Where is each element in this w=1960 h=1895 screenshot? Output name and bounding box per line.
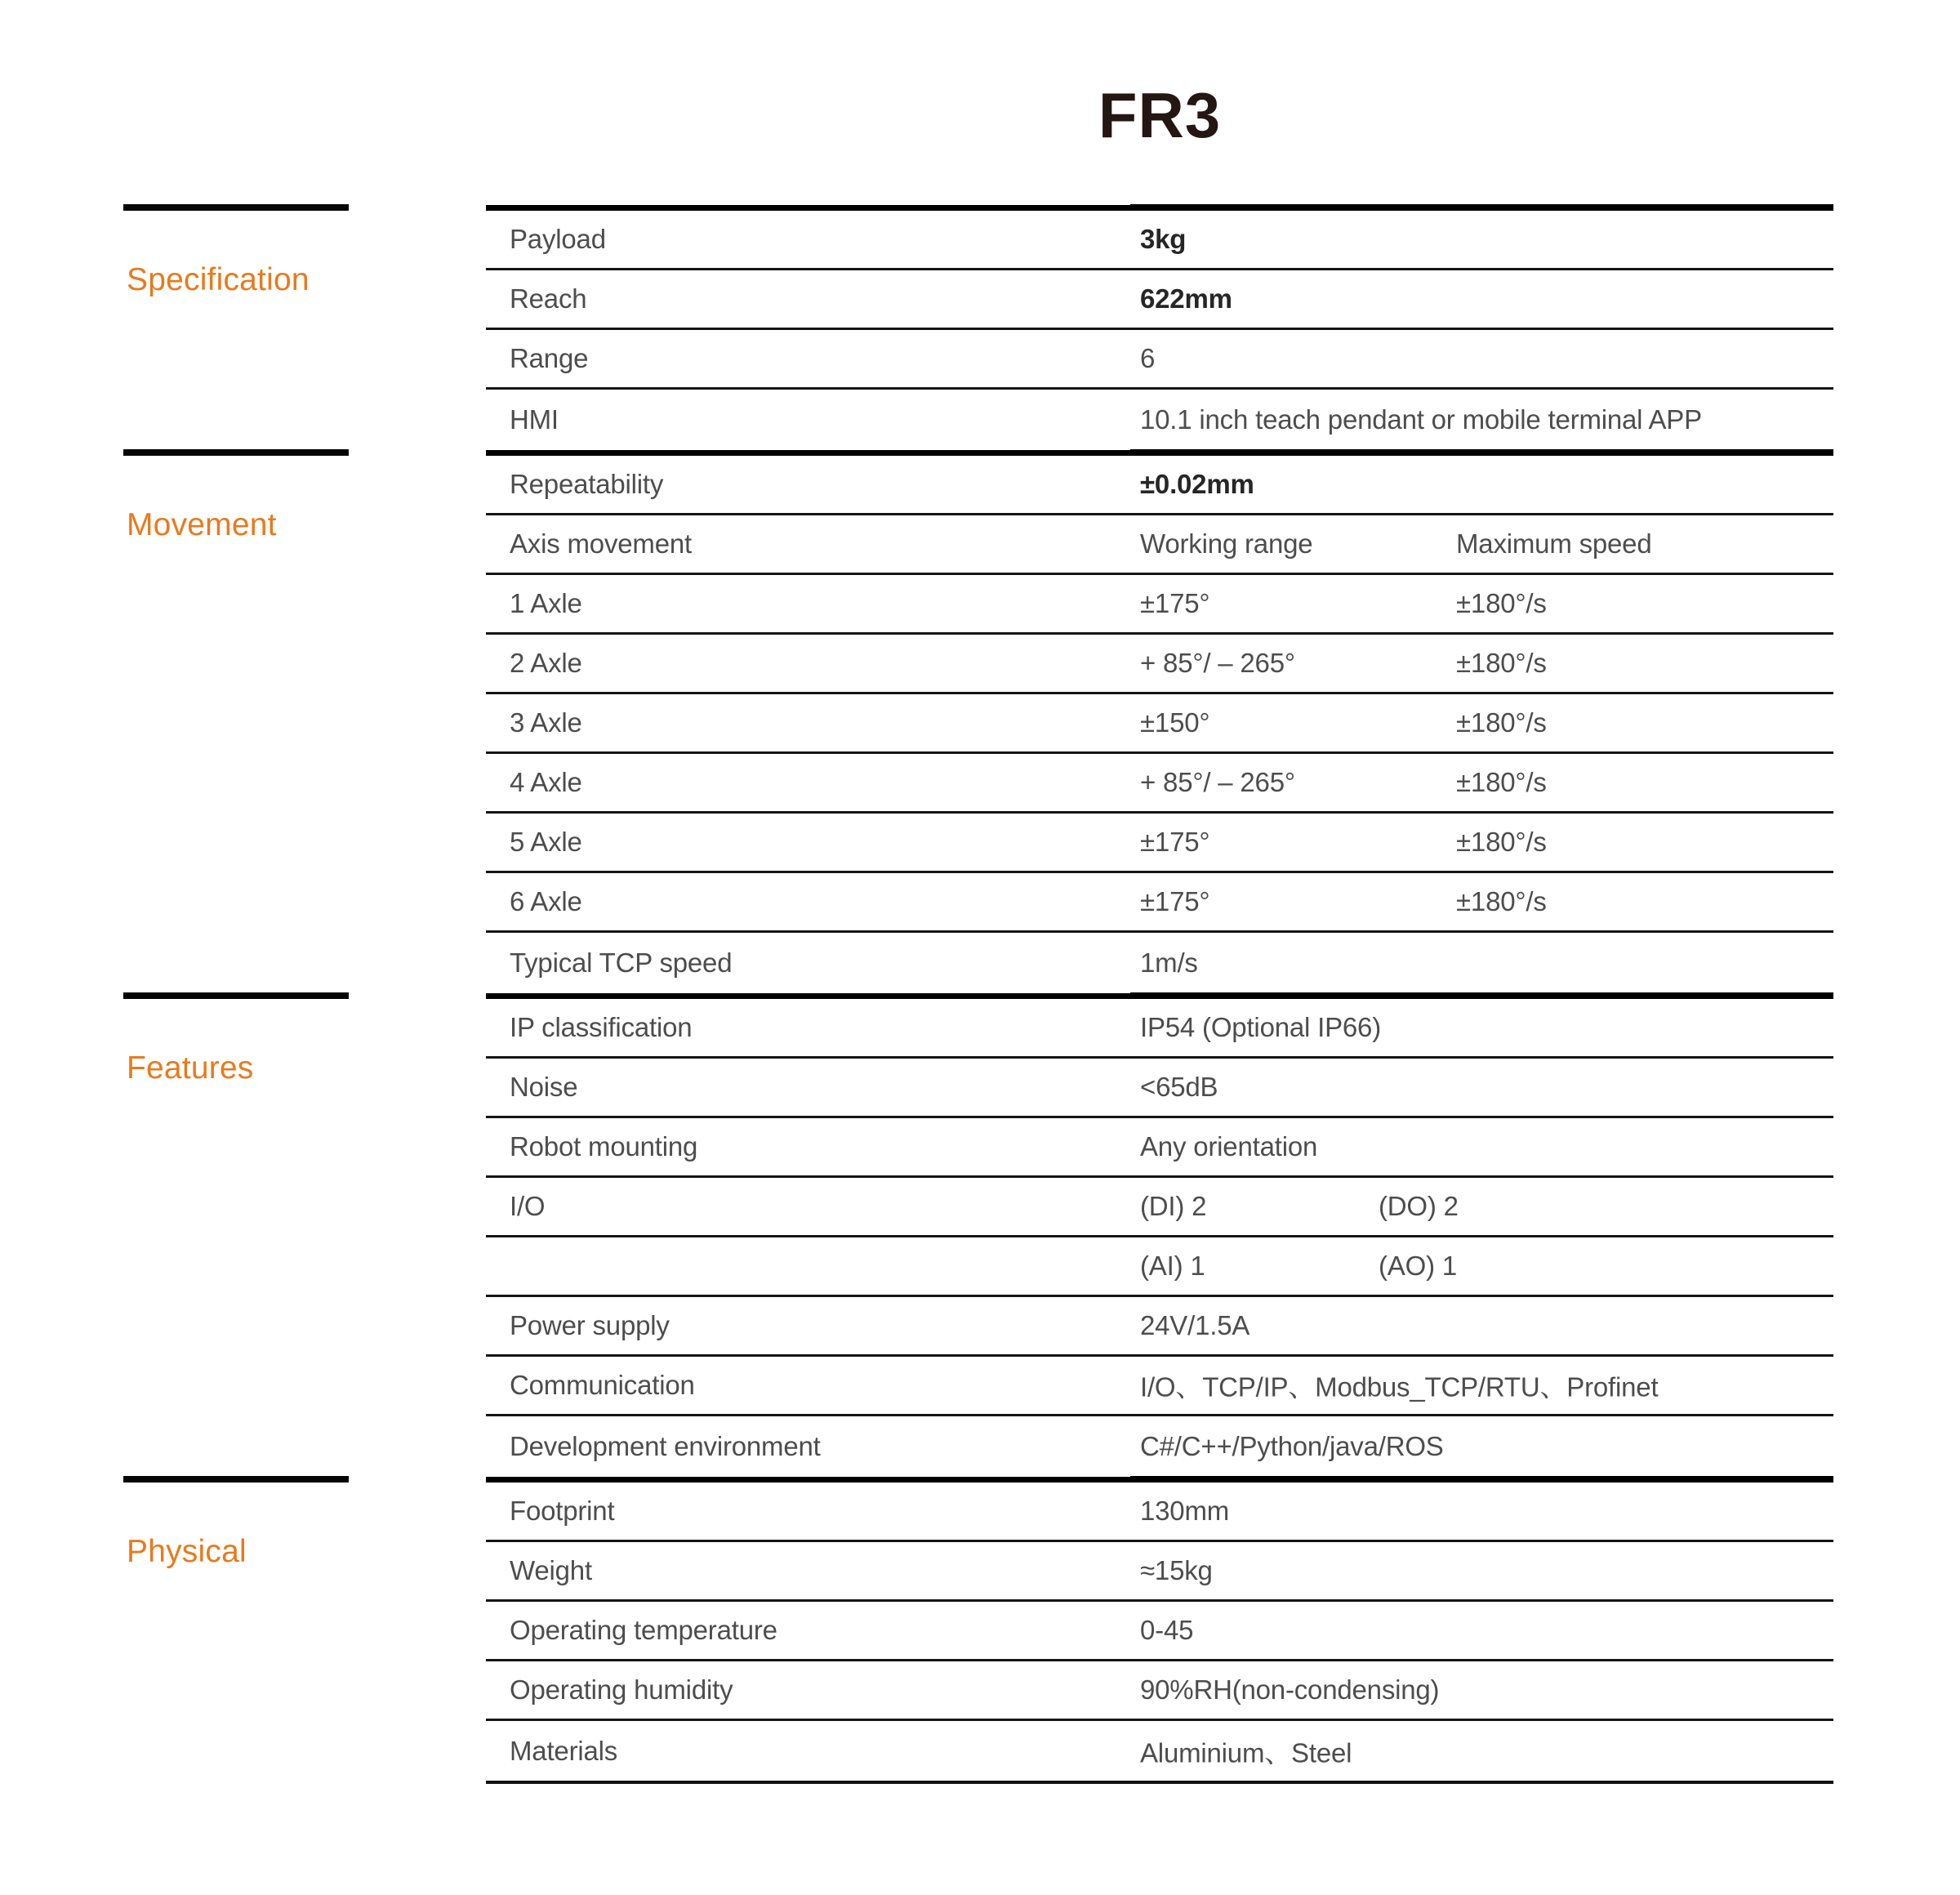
spec-row-label: 3 Axle: [510, 707, 582, 738]
spec-row: [486, 1416, 1833, 1476]
spec-row-value: (DI) 2: [1140, 1191, 1207, 1221]
spec-row-label: 4 Axle: [510, 767, 582, 797]
spec-row-value-2: ±180°/s: [1456, 707, 1547, 738]
spec-row-label: Footprint: [510, 1496, 615, 1526]
table-section-features: [486, 999, 1833, 1476]
spec-row: [486, 211, 1833, 270]
spec-row: [486, 515, 1833, 575]
spec-row-value: ±175°: [1140, 886, 1210, 916]
divider-segment-left: [486, 205, 1130, 211]
spec-row-value: 130mm: [1140, 1496, 1230, 1526]
spec-row-value-2: (DO) 2: [1379, 1191, 1459, 1221]
spec-row-label: Payload: [510, 224, 606, 254]
divider-segment-right: [1130, 449, 1833, 456]
table-section-movement: [486, 456, 1833, 992]
spec-row: [486, 1602, 1833, 1661]
sidebar-section-movement: [123, 449, 349, 544]
spec-row-value: 3kg: [1140, 224, 1187, 254]
spec-row-value: 6: [1140, 343, 1156, 373]
spec-row-label: I/O: [510, 1191, 546, 1221]
spec-row: [486, 1237, 1833, 1297]
spec-row: [486, 1059, 1833, 1118]
spec-row-value-2: ±180°/s: [1456, 648, 1547, 678]
spec-row-label: Communication: [510, 1370, 695, 1400]
spec-row: [486, 1661, 1833, 1721]
spec-row-value: 0-45: [1140, 1615, 1194, 1645]
divider-segment-right: [1130, 204, 1833, 211]
spec-row-value: C#/C++/Python/java/ROS: [1140, 1430, 1444, 1461]
sidebar-section-label: Features: [127, 1050, 254, 1086]
spec-row-label: Operating temperature: [510, 1615, 777, 1645]
spec-row-value-2: (AO) 1: [1379, 1251, 1457, 1281]
spec-row-value: + 85°/ – 265°: [1140, 767, 1295, 797]
sidebar-section-features: [123, 992, 349, 1087]
spec-row: [486, 694, 1833, 754]
spec-row: [486, 1178, 1833, 1237]
spec-row: [486, 1721, 1833, 1781]
spec-row-label: Development environment: [510, 1430, 821, 1461]
spec-row-value: 24V/1.5A: [1140, 1310, 1250, 1340]
sidebar-section-label: Movement: [127, 507, 277, 542]
spec-row-label: HMI: [510, 404, 559, 435]
spec-row-value-2: ±180°/s: [1456, 886, 1547, 916]
section-divider: [486, 204, 1833, 211]
spec-row: [486, 1118, 1833, 1178]
spec-row-label: Typical TCP speed: [510, 947, 733, 978]
spec-row-value: + 85°/ – 265°: [1140, 648, 1295, 678]
spec-row-label: Axis movement: [510, 528, 692, 559]
spec-row: [486, 270, 1833, 330]
sidebar-section-label: Specification: [127, 262, 310, 297]
spec-row-label: Operating humidity: [510, 1674, 733, 1705]
spec-row-value: Working range: [1140, 528, 1313, 559]
divider-segment-right: [1130, 1476, 1833, 1483]
divider-segment-left: [486, 450, 1130, 456]
spec-row-value: Any orientation: [1140, 1131, 1318, 1162]
sidebar-section-physical: [123, 1476, 349, 1571]
spec-row-label: IP classification: [510, 1012, 693, 1042]
spec-row-label: Weight: [510, 1555, 592, 1585]
spec-row: [486, 754, 1833, 814]
spec-row: [486, 1357, 1833, 1416]
spec-row-value-2: ±180°/s: [1456, 588, 1547, 618]
spec-row-label: Range: [510, 343, 589, 373]
section-divider: [486, 449, 1833, 456]
page-title: FR3: [1098, 79, 1222, 151]
spec-row-value: ±175°: [1140, 588, 1210, 618]
spec-row: [486, 390, 1833, 449]
section-divider: [486, 1476, 1833, 1483]
spec-table: [486, 204, 1833, 1784]
spec-row: [486, 1297, 1833, 1357]
sidebar-section-label: Physical: [127, 1534, 247, 1569]
spec-row-value: ±150°: [1140, 707, 1210, 738]
spec-row-value: IP54 (Optional IP66): [1140, 1012, 1381, 1042]
spec-row-label: 6 Axle: [510, 886, 582, 916]
divider-segment-left: [486, 1477, 1130, 1483]
spec-row-value: 622mm: [1140, 283, 1232, 314]
spec-row: [486, 1483, 1833, 1542]
spec-row-label: 1 Axle: [510, 588, 582, 618]
spec-row-value: Aluminium、Steel: [1140, 1737, 1352, 1768]
table-section-physical: [486, 1483, 1833, 1781]
spec-row: [486, 456, 1833, 515]
spec-row-label: Robot mounting: [510, 1131, 698, 1162]
spec-row: [486, 814, 1833, 873]
spec-row-value: (AI) 1: [1140, 1251, 1205, 1281]
spec-row: [486, 1542, 1833, 1602]
spec-row-label: 5 Axle: [510, 827, 582, 857]
spec-row: [486, 873, 1833, 933]
spec-row-label: Noise: [510, 1072, 578, 1102]
divider-segment-left: [486, 993, 1130, 999]
section-divider: [486, 992, 1833, 999]
spec-row-value: ±175°: [1140, 827, 1210, 857]
section-marker-bar: [123, 204, 349, 211]
spec-row-value-2: Maximum speed: [1456, 528, 1652, 559]
spec-row-value: I/O、TCP/IP、Modbus_TCP/RTU、Profinet: [1140, 1371, 1659, 1402]
spec-row: [486, 635, 1833, 694]
sidebar-section-specification: [123, 204, 349, 299]
spec-row-label: Reach: [510, 283, 587, 314]
table-section-specification: [486, 211, 1833, 449]
spec-row-value: 10.1 inch teach pendant or mobile terminal APP: [1140, 404, 1702, 435]
spec-row-value: <65dB: [1140, 1072, 1218, 1102]
spec-row-value: 90%RH(non-condensing): [1140, 1674, 1440, 1705]
spec-row-value: 1m/s: [1140, 947, 1198, 978]
spec-row: [486, 933, 1833, 992]
spec-row-label: 2 Axle: [510, 648, 582, 678]
spec-row-value: ±0.02mm: [1140, 469, 1254, 499]
spec-row: [486, 999, 1833, 1059]
table-bottom-border: [486, 1781, 1833, 1784]
spec-row-label: Power supply: [510, 1310, 670, 1340]
spec-row-value-2: ±180°/s: [1456, 827, 1547, 857]
section-marker-bar: [123, 1476, 349, 1483]
spec-row-value: ≈15kg: [1140, 1555, 1213, 1585]
divider-segment-right: [1130, 992, 1833, 999]
spec-row-label: Repeatability: [510, 469, 664, 499]
spec-row: [486, 575, 1833, 635]
section-marker-bar: [123, 449, 349, 456]
spec-row-label: Materials: [510, 1735, 618, 1766]
spec-row-value-2: ±180°/s: [1456, 767, 1547, 797]
section-marker-bar: [123, 992, 349, 999]
spec-row: [486, 330, 1833, 390]
